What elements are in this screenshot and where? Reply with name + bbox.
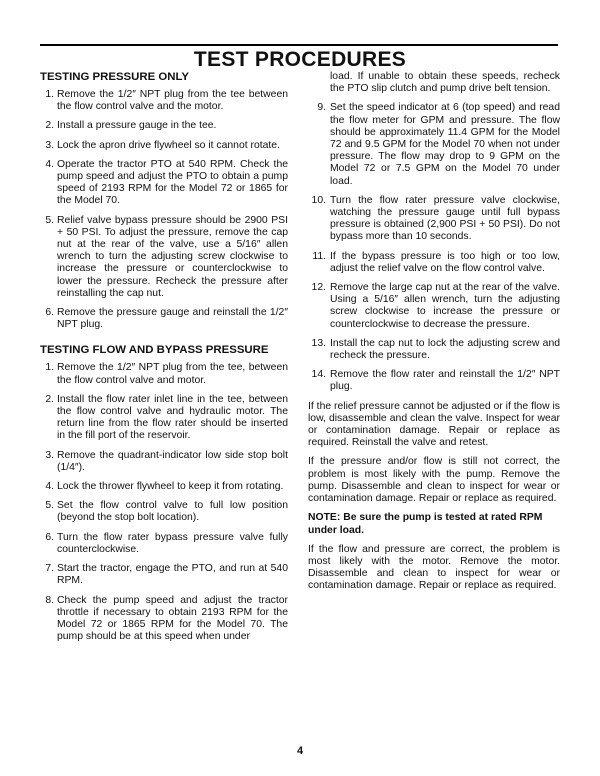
list-item <box>40 120 288 132</box>
step-number: 2. <box>45 393 54 405</box>
step-number: 10. <box>311 194 326 206</box>
motor-paragraph: If the flow and pressure are correct, the problem is most likely with the motor. Remove the motor. Disassemble and clean to inspect for wear or contamination damage. Repair or replace as required. <box>308 543 560 592</box>
step-text: Lock the apron drive flywheel so it cannot rotate. <box>57 139 280 151</box>
step-text: Start the tractor, engage the PTO, and run at 540 RPM. <box>57 563 288 587</box>
list-item <box>40 481 288 493</box>
note-paragraph: NOTE: Be sure the pump is tested at rated RPM under load. <box>308 512 543 536</box>
step-text: Install a pressure gauge in the tee. <box>57 120 217 132</box>
list-item <box>40 89 288 113</box>
list-item <box>308 338 560 362</box>
step-text: Set the flow control valve to full low position (beyond the stop bolt location). <box>57 500 288 524</box>
step-text: Install the flow rater inlet line in the tee, between the flow control valve and hydraulic motor. The return line from the flow rater should be inserted in the fill port of the reservoir. <box>57 393 288 442</box>
step-text: Set the speed indicator at 6 (top speed) and read the flow meter for GPM and pressure. The flow should be approximately 11.4 GPM for the Model 72 and 9.5 GPM for the Model 70 when not under pressure. The flow may drop to 9 GPM on the Model 72 or 7.5 GPM on the Model 70 under load. <box>330 102 560 187</box>
pressure-only-steps <box>40 89 288 331</box>
step-number: 12. <box>311 282 326 294</box>
step-text: Turn the flow rater bypass pressure valve fully counterclockwise. <box>57 531 288 555</box>
step-number: 9. <box>317 102 326 114</box>
flow-bypass-steps <box>40 362 288 643</box>
list-item <box>308 195 560 244</box>
step-number: 14. <box>311 369 326 381</box>
list-item <box>40 394 288 443</box>
list-item <box>40 563 288 587</box>
step-text: Remove the 1/2″ NPT plug from the tee between the flow control valve and the motor. <box>57 89 288 113</box>
step-number: 4. <box>45 481 54 493</box>
section-heading-flow-bypass: TESTING FLOW AND BYPASS PRESSURE <box>40 344 269 357</box>
left-column <box>40 71 288 650</box>
step-text: Relief valve bypass pressure should be 2900 PSI + 50 PSI. To adjust the pressure, remove the cap nut at the rear of the valve, use a 5/16″ allen wrench to turn the adjusting screw clockwise to increase the pressure or counterclockwise to lower the pressure. Recheck the pressure after reinstalling the cap nut. <box>57 214 288 299</box>
pump-paragraph: If the pressure and/or flow is still not correct, the problem is most likely with the pump. Remove the pump. Disassemble and clean to inspect for wear or contamination damage. Repair or replace as required. <box>308 456 560 505</box>
step-number: 4. <box>45 158 54 170</box>
step-8-continuation: load. If unable to obtain these speeds, recheck the PTO slip clutch and pump drive belt tension. <box>330 71 560 95</box>
step-number: 7. <box>45 563 54 575</box>
step-number: 2. <box>45 120 54 132</box>
step-text: Remove the quadrant-indicator low side stop bolt (1/4″). <box>57 449 288 473</box>
step-number: 6. <box>45 307 54 319</box>
right-column <box>308 71 560 600</box>
list-item <box>40 500 288 524</box>
step-text: Operate the tractor PTO at 540 RPM. Check the pump speed and adjust the PTO to obtain a pump speed of 2193 RPM for the Model 72 or 1865 for the Model 70. <box>57 158 288 207</box>
flow-bypass-steps-continued <box>308 102 560 393</box>
step-text: Check the pump speed and adjust the tractor throttle if necessary to obtain 2193 RPM for the Model 72 or 1865 RPM for the Model 70. The pump should be at this speed when under <box>57 594 288 643</box>
title-rule <box>40 44 558 46</box>
step-number: 5. <box>45 214 54 226</box>
list-item <box>40 532 288 556</box>
step-text: Remove the pressure gauge and reinstall the 1/2″ NPT plug. <box>57 307 288 331</box>
step-text: Remove the large cap nut at the rear of the valve. Using a 5/16″ allen wrench, turn the adjusting screw clockwise to increase the pressure or counterclockwise to decrease the pressure. <box>330 282 560 330</box>
step-number: 5. <box>45 500 54 512</box>
step-number: 3. <box>45 449 54 461</box>
step-text: Lock the thrower flywheel to keep it from rotating. <box>57 481 284 493</box>
page-number: 4 <box>296 745 304 757</box>
step-text: Remove the 1/2″ NPT plug from the tee, between the flow control valve and motor. <box>57 362 288 386</box>
list-item <box>40 595 288 644</box>
section-heading-pressure-only: TESTING PRESSURE ONLY <box>40 71 189 83</box>
step-text: Turn the flow rater pressure valve clockwise, watching the pressure gauge until full bypass pressure is obtained (2,900 PSI + 50 PSI). Do not bypass more than 10 seconds. <box>330 194 560 243</box>
step-text: Remove the flow rater and reinstall the 1/2″ NPT plug. <box>330 369 560 393</box>
step-number: 8. <box>45 594 54 606</box>
list-item <box>40 140 288 152</box>
list-item <box>40 215 288 300</box>
list-item <box>40 362 288 386</box>
step-text: If the bypass pressure is too high or too low, adjust the relief valve on the flow control valve. <box>330 250 560 274</box>
step-number: 13. <box>311 337 326 349</box>
step-text: Install the cap nut to lock the adjusting screw and recheck the pressure. <box>330 337 560 362</box>
list-item <box>308 369 560 393</box>
list-item <box>308 251 560 275</box>
list-item <box>40 450 288 474</box>
list-item <box>40 159 288 208</box>
step-number: 3. <box>45 139 54 151</box>
page-title: TEST PROCEDURES <box>193 48 407 71</box>
list-item <box>40 307 288 331</box>
step-number: 1. <box>45 89 54 100</box>
step-number: 1. <box>45 362 54 374</box>
list-item <box>308 282 560 331</box>
relief-pressure-paragraph: If the relief pressure cannot be adjusted or if the flow is low, disassemble and clean the valve. Inspect for wear or contamination damage. Repair or replace as required. Reinstall the valve and retest. <box>308 400 560 449</box>
step-number: 11. <box>312 250 326 262</box>
list-item <box>308 102 560 187</box>
step-number: 6. <box>45 531 54 543</box>
